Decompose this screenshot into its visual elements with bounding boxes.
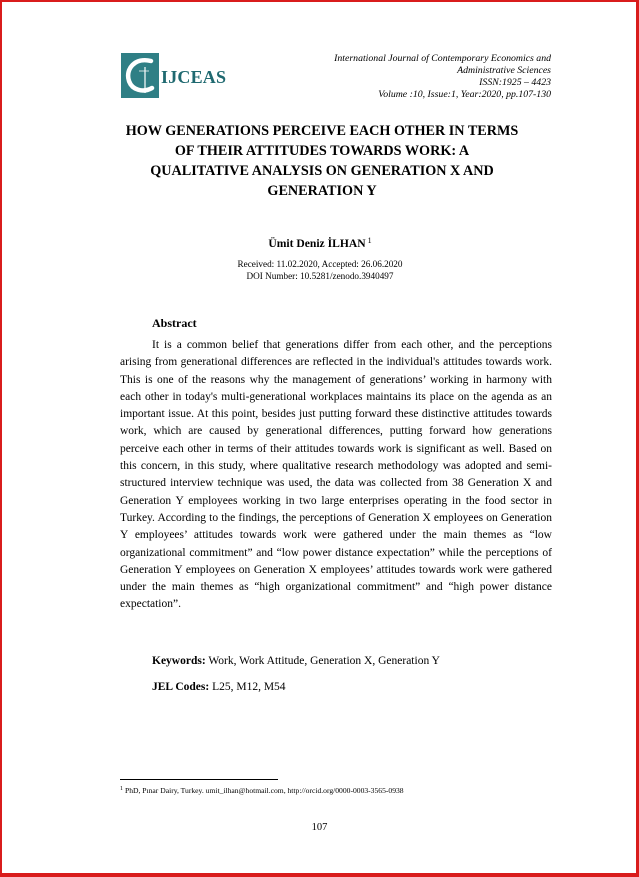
journal-name: International Journal of Contemporary Economics and	[334, 53, 551, 64]
jel-codes-value: L25, M12, M54	[212, 681, 286, 693]
logo-emblem-icon	[121, 53, 159, 98]
keywords-label: Keywords:	[152, 655, 206, 667]
jel-codes-line	[152, 681, 286, 693]
abstract-body: It is a common belief that generations differ from each other, and the perceptions arising from generational differences are reflected in the individual's attitudes towards work. This is one of the reasons why the management of generations’ working in harmony with each other in today's multi-generational workplaces maintains its place on the agenda as an important issue. At this point, besides just putting forward these distinctive attitudes towards work, which are caused by generational differences, putting forward how generations perceive each other in terms of their attitudes towards work is significant as well. Based on this concern, in this study, where qualitative research methodology was adopted and semi-structured interview technique was used, the data was collected from 38 Generation X and Generation Y employees working in two large enterprises operating in the food sector in Turkey. According to the findings, the perceptions of Generation X employees on Generation Y employees’ attitudes towards work were gathered under the main themes as “low organizational commitment” and “low power distance expectation” while the perceptions of Generation Y employees on Generation X employees’ attitudes towards work were gathered under the main themes as “high organizational commitment” and “high power distance expectation”.	[120, 339, 552, 611]
journal-info	[271, 53, 551, 101]
journal-volume: Volume :10, Issue:1, Year:2020, pp.107-130	[378, 89, 551, 100]
journal-issn: ISSN:1925 – 4423	[479, 77, 551, 88]
jel-codes-label: JEL Codes:	[152, 681, 210, 693]
footnote-marker: 1	[120, 786, 123, 792]
footnote	[120, 786, 404, 795]
author-footnote-marker: 1	[367, 236, 372, 245]
title-line: OF THEIR ATTITUDES TOWARDS WORK: A	[174, 143, 470, 159]
keywords-line	[152, 655, 440, 667]
journal-logo	[121, 50, 261, 106]
author-name: Ümit Deniz İLHAN	[268, 237, 366, 250]
author-line	[120, 236, 520, 250]
title-line: QUALITATIVE ANALYSIS ON GENERATION X AND	[150, 163, 494, 179]
logo-text: IJCEAS	[161, 67, 227, 87]
paper-title	[112, 121, 532, 201]
submission-info	[120, 258, 520, 282]
page-number: 107	[311, 822, 328, 833]
received-accepted-dates: Received: 11.02.2020, Accepted: 26.06.2020	[237, 259, 403, 269]
footnote-text: PhD, Pınar Dairy, Turkey. umit_ilhan@hotmail.com, http://orcid.org/0000-0003-3565-0938	[125, 786, 404, 795]
keywords-value: Work, Work Attitude, Generation X, Generation Y	[208, 655, 440, 667]
doi-number: DOI Number: 10.5281/zenodo.3940497	[246, 271, 394, 281]
title-line: HOW GENERATIONS PERCEIVE EACH OTHER IN TERMS	[125, 123, 519, 139]
title-line: GENERATION Y	[267, 183, 377, 199]
journal-name-2: Administrative Sciences	[457, 65, 551, 76]
abstract-heading: Abstract	[152, 316, 197, 330]
footnote-divider	[120, 779, 278, 780]
